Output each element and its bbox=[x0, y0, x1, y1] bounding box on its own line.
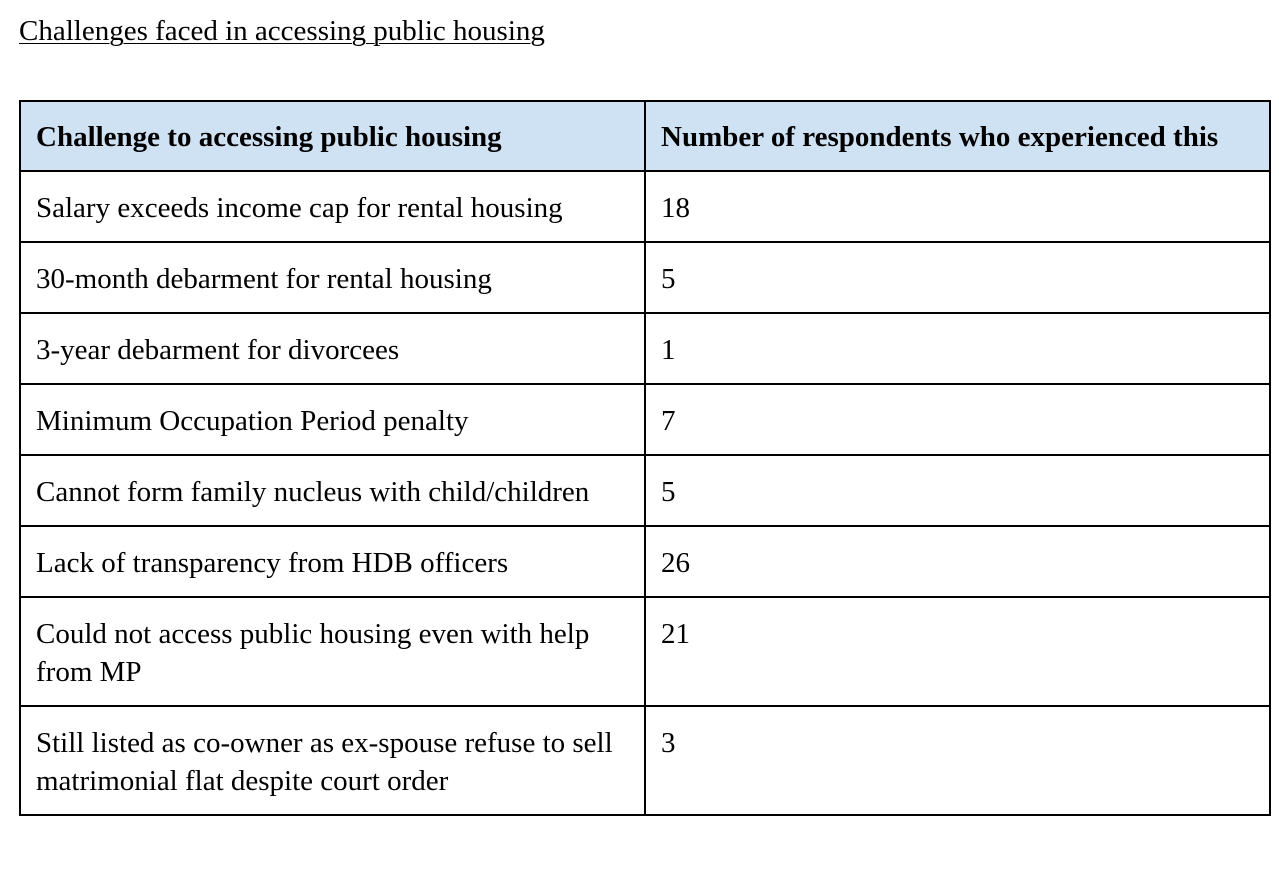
count-cell: 26 bbox=[645, 526, 1270, 597]
table-row bbox=[20, 706, 1270, 815]
table-row bbox=[20, 526, 1270, 597]
table-row bbox=[20, 313, 1270, 384]
challenge-cell: 3-year debarment for divorcees bbox=[20, 313, 645, 384]
table-row bbox=[20, 384, 1270, 455]
table-row bbox=[20, 455, 1270, 526]
challenge-cell: Could not access public housing even with help from MP bbox=[20, 597, 645, 706]
table-row bbox=[20, 242, 1270, 313]
challenges-table bbox=[19, 100, 1271, 816]
count-cell: 5 bbox=[645, 242, 1270, 313]
count-cell: 18 bbox=[645, 171, 1270, 242]
header-row bbox=[20, 101, 1270, 171]
count-cell: 3 bbox=[645, 706, 1270, 815]
header-challenge: Challenge to accessing public housing bbox=[20, 101, 645, 171]
count-cell: 1 bbox=[645, 313, 1270, 384]
count-cell: 5 bbox=[645, 455, 1270, 526]
count-cell: 21 bbox=[645, 597, 1270, 706]
challenge-cell: Salary exceeds income cap for rental housing bbox=[20, 171, 645, 242]
count-cell: 7 bbox=[645, 384, 1270, 455]
challenge-cell: Lack of transparency from HDB officers bbox=[20, 526, 645, 597]
header-respondent-count: Number of respondents who experienced this bbox=[645, 101, 1270, 171]
challenge-cell: 30-month debarment for rental housing bbox=[20, 242, 645, 313]
table-row bbox=[20, 597, 1270, 706]
table-body bbox=[20, 171, 1270, 815]
challenge-cell: Minimum Occupation Period penalty bbox=[20, 384, 645, 455]
challenge-cell: Still listed as co-owner as ex-spouse refuse to sell matrimonial flat despite court order bbox=[20, 706, 645, 815]
challenge-cell: Cannot form family nucleus with child/children bbox=[20, 455, 645, 526]
table-row bbox=[20, 171, 1270, 242]
table-header bbox=[20, 101, 1270, 171]
document-title: Challenges faced in accessing public housing bbox=[19, 15, 545, 47]
